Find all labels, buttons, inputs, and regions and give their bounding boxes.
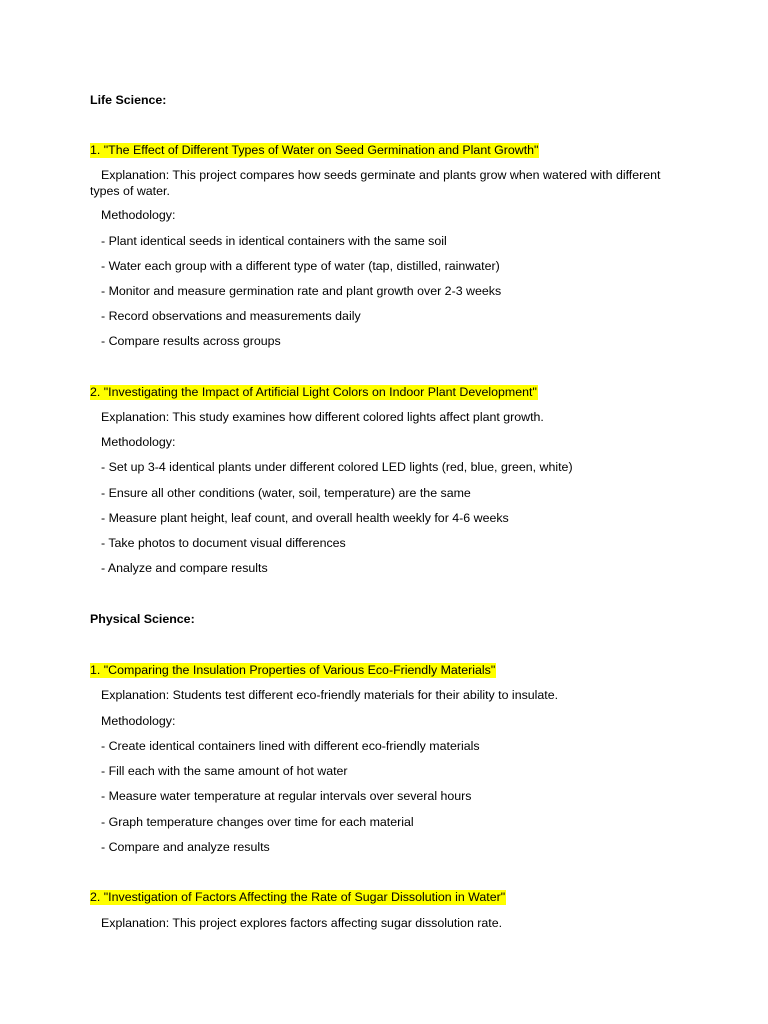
methodology-step: - Monitor and measure germination rate and plant growth over 2-3 weeks bbox=[101, 284, 502, 298]
project-explanation: Explanation: Students test different eco-friendly materials for their ability to insulate. bbox=[101, 688, 559, 702]
project-explanation: Explanation: This study examines how different colored lights affect plant growth. bbox=[101, 410, 544, 424]
highlighted-title: 1. "Comparing the Insulation Properties of Various Eco-Friendly Materials" bbox=[90, 663, 496, 677]
methodology-step: - Measure plant height, leaf count, and overall health weekly for 4-6 weeks bbox=[101, 511, 509, 525]
methodology-step: - Take photos to document visual differences bbox=[101, 536, 346, 550]
methodology-label: Methodology: bbox=[101, 435, 176, 449]
methodology-label: Methodology: bbox=[101, 714, 176, 728]
methodology-step: - Create identical containers lined with different eco-friendly materials bbox=[101, 739, 480, 753]
methodology-label: Methodology: bbox=[101, 208, 176, 222]
methodology-step: - Measure water temperature at regular intervals over several hours bbox=[101, 789, 472, 803]
methodology-step: - Record observations and measurements daily bbox=[101, 309, 361, 323]
project-title bbox=[90, 663, 496, 678]
methodology-step: - Compare and analyze results bbox=[101, 840, 270, 854]
methodology-step: - Plant identical seeds in identical containers with the same soil bbox=[101, 234, 447, 248]
methodology-step: - Ensure all other conditions (water, soil, temperature) are the same bbox=[101, 486, 471, 500]
section-heading-physical-science: Physical Science: bbox=[90, 612, 195, 626]
highlighted-title: 2. "Investigating the Impact of Artificial Light Colors on Indoor Plant Development" bbox=[90, 385, 537, 399]
project-title bbox=[90, 143, 539, 158]
methodology-step: - Analyze and compare results bbox=[101, 561, 268, 575]
project-title bbox=[90, 385, 538, 400]
project-title bbox=[90, 890, 506, 905]
methodology-step: - Compare results across groups bbox=[101, 334, 281, 348]
methodology-step: - Set up 3-4 identical plants under different colored LED lights (red, blue, green, white) bbox=[101, 460, 573, 474]
methodology-step: - Water each group with a different type of water (tap, distilled, rainwater) bbox=[101, 259, 500, 273]
highlighted-title: 1. "The Effect of Different Types of Water on Seed Germination and Plant Growth" bbox=[90, 143, 539, 157]
project-explanation: Explanation: This project explores factors affecting sugar dissolution rate. bbox=[101, 916, 503, 930]
methodology-step: - Fill each with the same amount of hot water bbox=[101, 764, 348, 778]
section-heading-life-science: Life Science: bbox=[90, 93, 167, 107]
project-explanation: Explanation: This project compares how seeds germinate and plants grow when watered with different types of water. bbox=[90, 168, 661, 198]
highlighted-title: 2. "Investigation of Factors Affecting the Rate of Sugar Dissolution in Water" bbox=[90, 890, 506, 904]
methodology-step: - Graph temperature changes over time for each material bbox=[101, 815, 414, 829]
